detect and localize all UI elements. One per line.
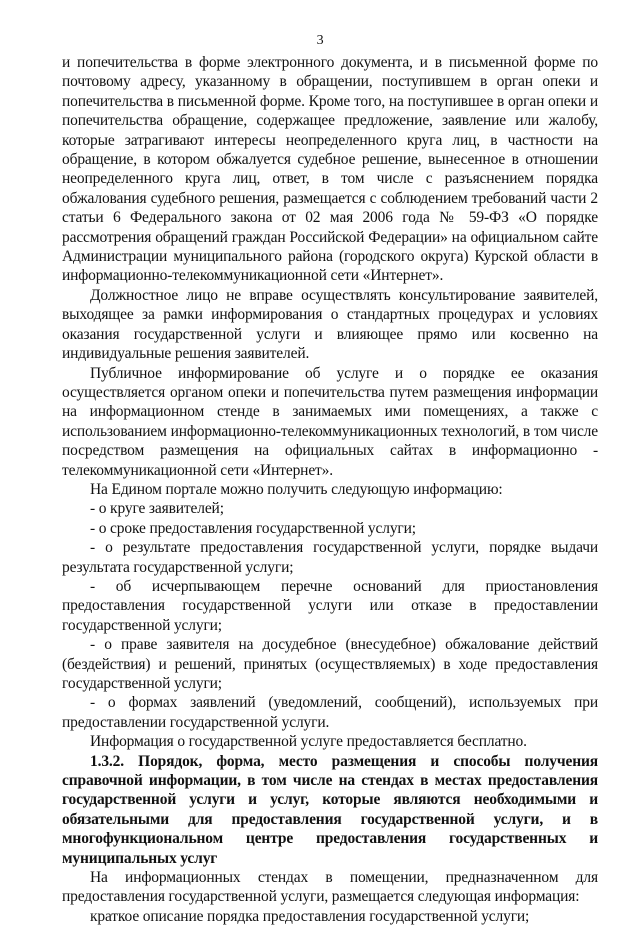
paragraph-continuation: и попечительства в форме электронного документа, и в письменной форме по почтовому адресу, указанному в обращении, поступившем в орган опеки и попечительства в письменной форме. Кроме того, на поступившее в орган опеки и попечительства обращение, содержащее предложение, заявление или жалобу, которые затрагивают интересы неопределенного круга лиц, в частности на обращение, в котором обжалуется судебное решение, вынесенное в отношении неопределенного круга лиц, ответ, в том числе с разъяснением порядка обжалования судебного решения, размещается с соблюдением требований части 2 статьи 6 Федерального закона от 02 мая 2006 года № 59-ФЗ «О порядке рассмотрения обращений граждан Российской Федерации» на официальном сайте Администрации муниципального района (городского округа) Курской области в информационно-телекоммуникационной сети «Интернет». bbox=[62, 54, 598, 285]
list-item-forms: - о формах заявлений (уведомлений, сообщений), используемых при предоставлении государственной услуги. bbox=[62, 694, 598, 731]
list-item-deadline: - о сроке предоставления государственной услуги; bbox=[90, 519, 416, 537]
list-item-grounds: - об исчерпывающем перечне оснований для приостановления предоставления государственной услуги или отказе в предоставлении государственной услуги; bbox=[62, 577, 598, 634]
paragraph-consultation-limits: Должностное лицо не вправе осуществлять консультирование заявителей, выходящее за рамки информирования о стандартных процедурах и условиях оказания государственной услуги и влияющее прямо или косвенно на индивидуальные решения заявителей. bbox=[62, 286, 598, 363]
paragraph-free-of-charge: Информация о государственной услуге предоставляется бесплатно. bbox=[90, 733, 527, 751]
list-item-applicants: - о круге заявителей; bbox=[90, 500, 224, 518]
list-item-appeal-right: - о праве заявителя на досудебное (внесудебное) обжалование действий (бездействия) и решений, принятых (осуществляемых) в ходе предоставления государственной услуги; bbox=[62, 636, 598, 692]
paragraph-public-informing: Публичное информирование об услуге и о порядке ее оказания осуществляется органом опеки и попечительства путем размещения информации на информационном стенде в занимаемых ими помещениях, а также с использованием информационно-телекоммуникационных технологий, в том числе посредством размещения на официальных сайтах в информационно - телекоммуникационной сети «Интернет». bbox=[62, 364, 598, 479]
paragraph-portal-intro: На Едином портале можно получить следующую информацию: bbox=[90, 480, 503, 498]
paragraph-stands-info: На информационных стендах в помещении, предназначенном для предоставления государственной услуги, размещается следующая информация: bbox=[62, 869, 598, 906]
paragraph-short-description: краткое описание порядка предоставления государственной услуги; bbox=[90, 907, 530, 925]
list-item-result: - о результате предоставления государственной услуги, порядке выдачи результата государственной услуги; bbox=[62, 539, 598, 576]
page-number: 3 bbox=[316, 33, 324, 48]
section-heading-1-3-2: 1.3.2. Порядок, форма, место размещения и способы получения справочной информации, в том числе на стендах в местах предоставления государственной услуги и услуг, которые являются необходимыми и обязательными для предоставления государственной услуги, и в многофункциональном центре предоставления государственных и муниципальных услуг bbox=[62, 752, 598, 867]
document-body bbox=[62, 53, 598, 926]
